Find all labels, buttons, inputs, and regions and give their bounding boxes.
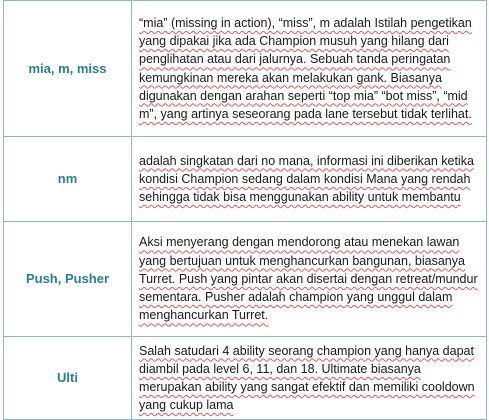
definition-cell: [132, 337, 487, 420]
term-label: mia, m, miss: [28, 60, 107, 76]
glossary-table: [3, 0, 487, 420]
definition-text: Salah satudari 4 ability seorang champion yang hanya dapat diambil pada level 6, 11, dan 18. Ultimate biasanya merupakan ability yang sangat efektif dan memiliki cooldown yang cukup lama: [139, 343, 475, 413]
definition-text: adalah singkatan dari no mana, informasi ini diberikan ketika kondisi Champion sedang dalam kondisi Mana yang rendah sehingga tidak bisa menggunakan ability untuk membantu: [139, 153, 474, 205]
definition-cell: [132, 137, 487, 222]
term-label: Ulti: [57, 370, 78, 385]
table-row: [4, 137, 487, 222]
term-cell: [4, 337, 132, 420]
term-label: Push, Pusher: [25, 271, 110, 286]
term-cell: [4, 137, 132, 222]
table-row: [4, 337, 487, 420]
definition-cell: [132, 222, 487, 337]
term-cell: [4, 222, 132, 337]
term-cell: [4, 1, 132, 137]
term-label: nm: [57, 171, 78, 186]
table-row: [4, 1, 487, 137]
definition-cell: [132, 1, 487, 137]
table-row: [4, 222, 487, 337]
definition-text: “mia” (missing in action), “miss”, m adalah Istilah pengetikan yang dipakai jika ada Champion musuh yang hilang dari penglihatan atau dari jalurnya. Sebuah tanda peringatan kemungkinan mereka akan melakukan gank. Biasanya digunakan dengan arahan seperti “top mia” “bot miss”, “mid m”, yang artinya seseorang pada lane tersebut tidak terlihat.: [139, 15, 472, 121]
definition-text: Aksi menyerang dengan mendorong atau menekan lawan yang bertujuan untuk menghancurkan bangunan, biasanya Turret. Push yang pintar akan disertai dengan retreat/mundur sementara. Pusher adalah champion yang unggul dalam menghancurkan Turret.: [139, 235, 478, 323]
